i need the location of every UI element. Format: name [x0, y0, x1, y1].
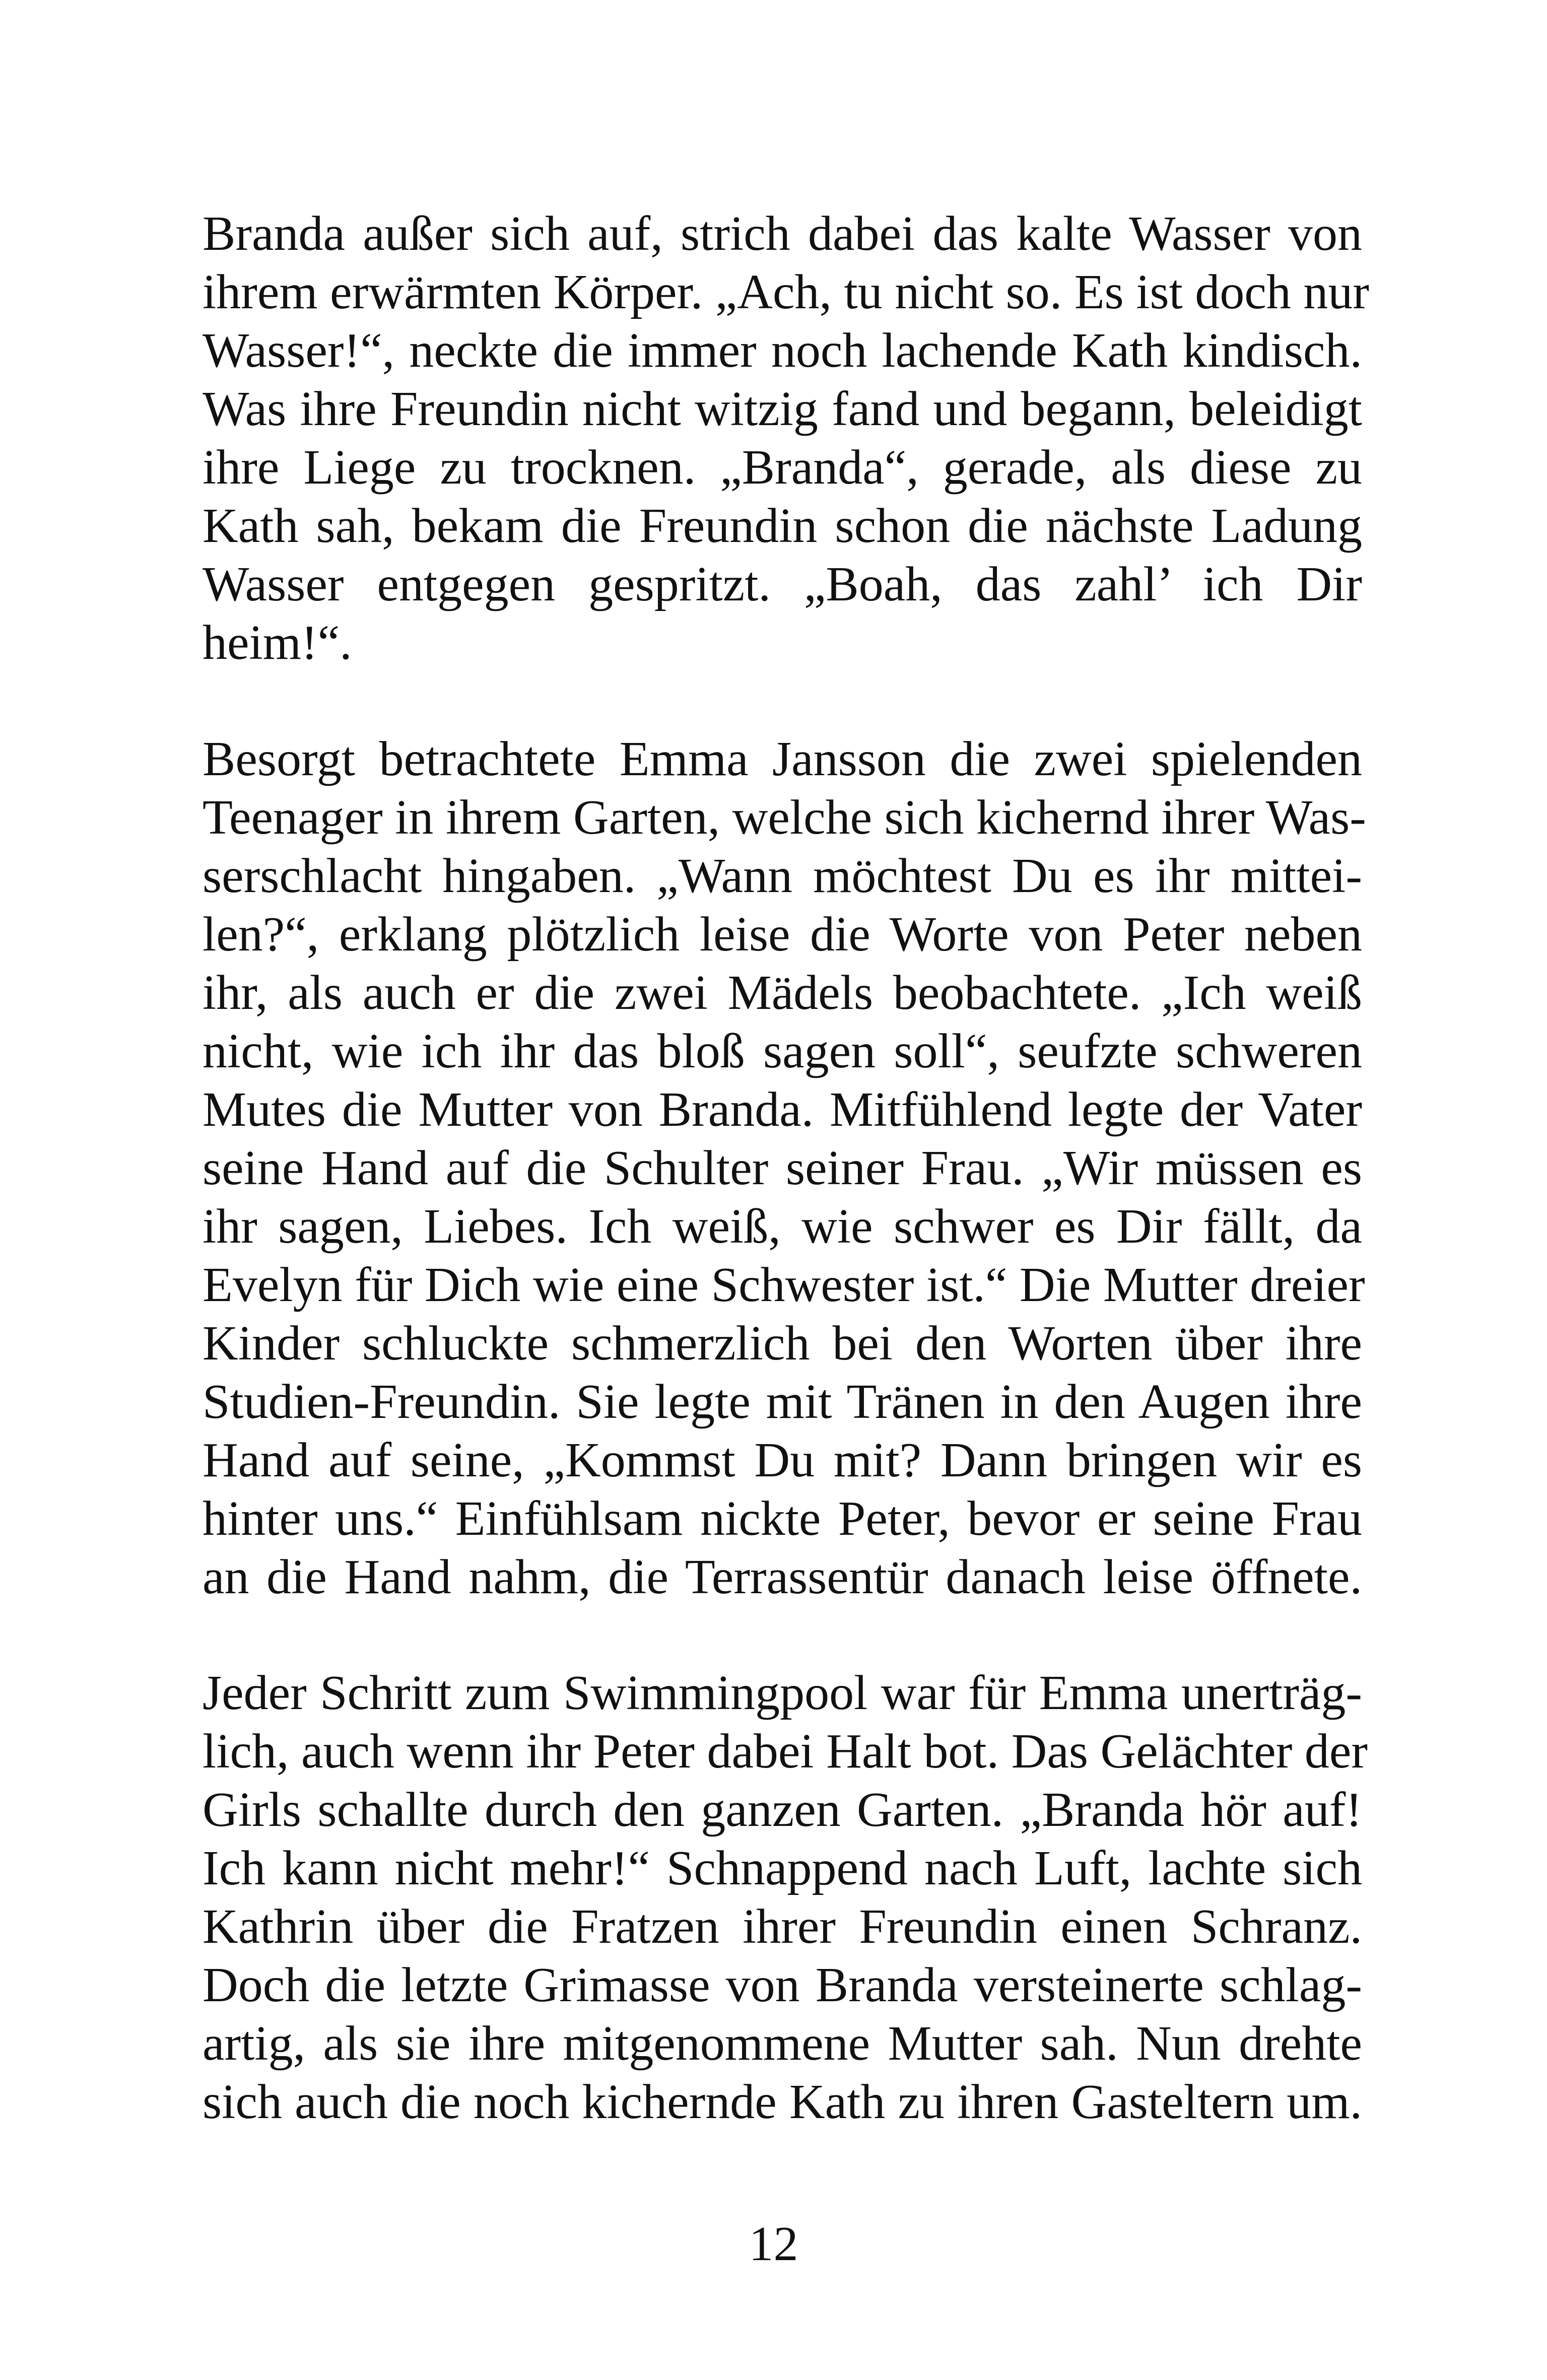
page-number: 12	[749, 2217, 798, 2271]
text-line: ihrem erwärmten Körper. „Ach, tu nicht so. Es ist doch nur	[203, 265, 1370, 319]
text-line: Girls schallte durch den ganzen Garten. „Branda hör auf!	[203, 1783, 1362, 1837]
text-line: len?“, erklang plötzlich leise die Worte von Peter neben	[203, 907, 1362, 962]
text-line: Kathrin über die Fratzen ihrer Freundin einen Schranz.	[203, 1899, 1362, 1954]
text-line: Evelyn für Dich wie eine Schwester ist.“ Die Mutter dreier	[203, 1258, 1365, 1312]
text-line: heim!“.	[203, 616, 352, 670]
text-line: sich auch die noch kichernde Kath zu ihren Gasteltern um.	[203, 2075, 1362, 2129]
text-line: Ich kann nicht mehr!“ Schnappend nach Luft, lachte sich	[203, 1841, 1362, 1895]
text-line: ihre Liege zu trocknen. „Branda“, gerade, als diese zu	[203, 440, 1362, 495]
paragraph-1	[203, 205, 1370, 672]
text-line: nicht, wie ich ihr das bloß sagen soll“, seufzte schweren	[203, 1024, 1362, 1078]
text-line: Wasser entgegen gespritzt. „Boah, das zahl’ ich Dir	[203, 557, 1362, 611]
text-line: ihr, als auch er die zwei Mädels beobachtete. „Ich weiß	[203, 966, 1362, 1020]
text-line: Hand auf seine, „Kommst Du mit? Dann bringen wir es	[203, 1433, 1362, 1487]
text-line: Kath sah, bekam die Freundin schon die nächste Ladung	[203, 499, 1362, 553]
text-line: Jeder Schritt zum Swimmingpool war für Emma unerträg-	[203, 1666, 1362, 1720]
text-line: Teenager in ihrem Garten, welche sich kichernd ihrer Was-	[203, 790, 1366, 845]
text-line: ihr sagen, Liebes. Ich weiß, wie schwer es Dir fällt, da	[203, 1199, 1362, 1254]
paragraph-3	[203, 1664, 1368, 2131]
text-line: artig, als sie ihre mitgenommene Mutter sah. Nun drehte	[203, 2016, 1362, 2071]
text-line: Branda außer sich auf, strich dabei das kalte Wasser von	[203, 207, 1362, 261]
text-line: Wasser!“, neckte die immer noch lachende Kath kindisch.	[203, 323, 1362, 378]
paragraph-2	[203, 730, 1366, 1606]
text-line: hinter uns.“ Einfühlsam nickte Peter, bevor er seine Frau	[203, 1491, 1362, 1546]
text-line: Kinder schluckte schmerzlich bei den Worten über ihre	[203, 1316, 1362, 1371]
text-line: Mutes die Mutter von Branda. Mitfühlend legte der Vater	[203, 1082, 1362, 1137]
text-line: an die Hand nahm, die Terrassentür danach leise öffnete.	[203, 1550, 1362, 1604]
text-line: Doch die letzte Grimasse von Branda versteinerte schlag-	[203, 1958, 1362, 2012]
text-line: seine Hand auf die Schulter seiner Frau. „Wir müssen es	[203, 1141, 1362, 1195]
text-line: Besorgt betrachtete Emma Jansson die zwei spielenden	[203, 732, 1362, 786]
text-line: Studien-Freundin. Sie legte mit Tränen in den Augen ihre	[203, 1375, 1362, 1429]
text-line: Was ihre Freundin nicht witzig fand und begann, beleidigt	[203, 382, 1362, 436]
text-line: serschlacht hingaben. „Wann möchtest Du es ihr mittei-	[203, 849, 1362, 903]
text-line: lich, auch wenn ihr Peter dabei Halt bot. Das Gelächter der	[203, 1724, 1368, 1779]
